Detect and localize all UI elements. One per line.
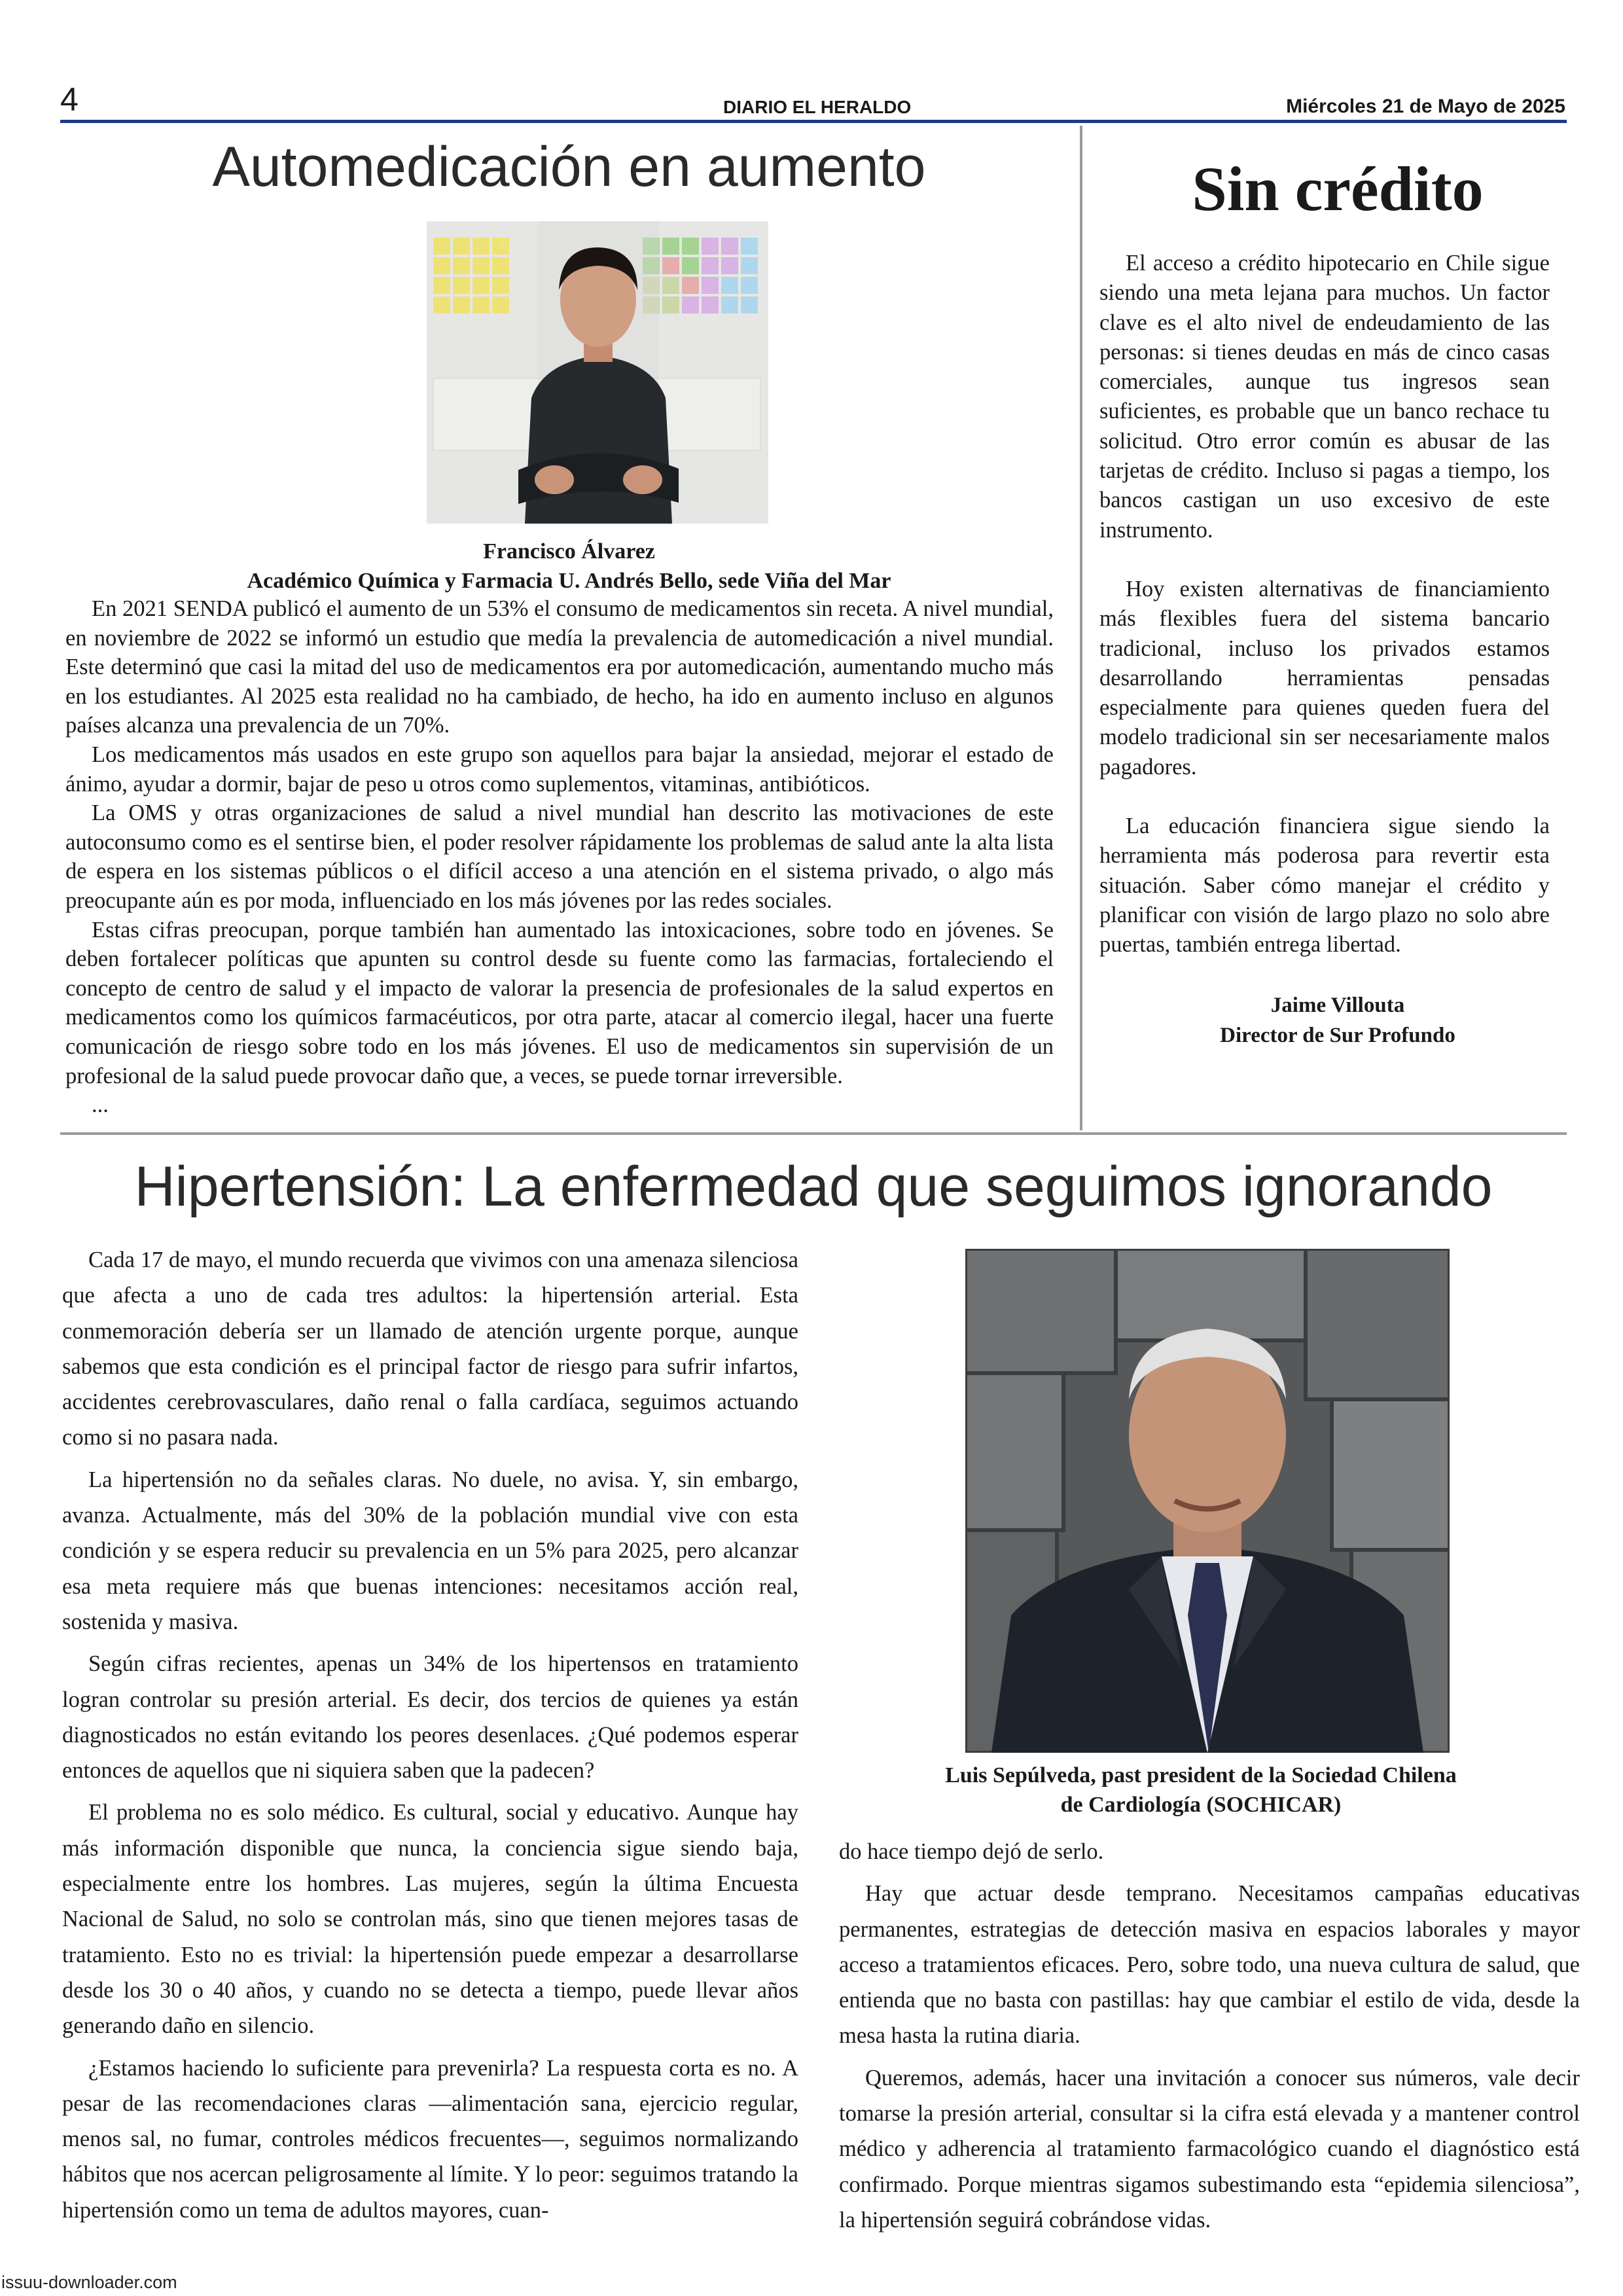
issue-date: Miércoles 21 de Mayo de 2025 [1286, 96, 1565, 117]
hipertension-body-left [62, 1242, 798, 2234]
caption-line: de Cardiología (SOCHICAR) [1060, 1793, 1342, 1817]
paragraph: El problema no es solo médico. Es cultural, social y educativo. Aunque hay más información disponible que nunca, la conciencia sigue siendo baja, especialmente entre los hombres. Las mujeres, según la última Encuesta Nacional de Salud, no solo se controlan más, sino que tienen mejores tasas de tratamiento. Esto no es trivial: la hipertensión puede empezar a desarrollarse desde los 30 o 40 años, y cuando no se detecta a tiempo, puede llevar años generando daño en silencio. [62, 1800, 798, 2039]
luis-sepulveda-photo [965, 1249, 1450, 1753]
sepulveda-caption [831, 1761, 1571, 1820]
header-rule [60, 120, 1567, 123]
paragraph: En 2021 SENDA publicó el aumento de un 53% el consumo de medicamentos sin receta. A nivel mundial, en noviembre de 2022 se informó un estudio que medía la prevalencia de automedicación a nivel mundial. Este determinó que casi la mitad del uso de medicamentos era por automedicación, aumentando mucho más en los estudiantes. Al 2025 esta realidad no ha cambiado, de hecho, ha ido en aumento incluso en algunos países alcanza una prevalencia de un 70%. [65, 596, 1054, 738]
column-divider [1080, 126, 1082, 1130]
paragraph: La hipertensión no da señales claras. No duele, no avisa. Y, sin embargo, avanza. Actualmente, más del 30% de la población mundial vive con esta condición y se espera reducir su prevalencia en un 5% para 2025, pero alcanzar esa meta requiere más que buenas intenciones: necesitamos acción real, sostenida y masiva. [62, 1467, 798, 1634]
hipertension-body-right [839, 1834, 1580, 2244]
newspaper-name: DIARIO EL HERALDO [723, 97, 912, 117]
paragraph: Hay que actuar desde temprano. Necesitamos campañas educativas permanentes, estrategias de detección masiva en espacios laborales y mayor acceso a tratamientos eficaces. Pero, sobre todo, una nueva cultura de salud, que entienda que no basta con pastillas: hay que cambiar el estilo de vida, desde la mesa hasta la rutina diaria. [839, 1881, 1580, 2049]
ellipsis: ... [92, 1092, 109, 1118]
source-watermark: issuu-downloader.com [1, 2272, 177, 2292]
paragraph: Los medicamentos más usados en este grupo son aquellos para bajar la ansiedad, mejorar el estado de ánimo, ayudar a dormir, bajar de peso u otros como suplementos, vitaminas, antibióticos. [65, 742, 1054, 797]
automedicacion-body [65, 594, 1054, 1120]
sin-credito-headline: Sin crédito [1192, 154, 1484, 224]
caption-line: Luis Sepúlveda, past president de la Sociedad Chilena [945, 1763, 1457, 1787]
paragraph: Estas cifras preocupan, porque también han aumentado las intoxicaciones, sobre todo en jóvenes. Se deben fortalecer políticas que apunten su control desde su fuente como las farmacias, fortaleciendo el concepto de centro de salud y el impacto de valorar la presencia de profesionales de la salud expertos en medicamentos como los químicos farmacéuticos, por otra parte, atacar al comercio ilegal, hacer una fuerte comunicación de riesgo sobre todo en los más jóvenes. El uso de medicamentos sin supervisión de un profesional de la salud puede provocar daño que, a veces, se puede tornar irreversible. [65, 917, 1054, 1088]
page-number: 4 [60, 81, 79, 118]
automedicacion-author-caption [60, 537, 1078, 596]
sin-credito-body [1099, 249, 1550, 990]
paragraph: ¿Estamos haciendo lo suficiente para prevenirla? La respuesta corta es no. A pesar de las recomendaciones claras —alimentación sana, ejercicio regular, menos sal, no fumar, controles médicos frecuentes—, seguimos normalizando hábitos que nos acercan peligrosamente al límite. Y lo peor: seguimos tratando la hipertensión como un tema de adultos mayores, cuan- [62, 2055, 798, 2223]
author-role: Director de Sur Profundo [1220, 1024, 1455, 1047]
sin-credito-signature [1082, 990, 1593, 1050]
paragraph: La OMS y otras organizaciones de salud a nivel mundial han descrito las motivaciones de este autoconsumo como es el sentirse bien, el poder resolver rápidamente los problemas de salud ante la alta lista de espera en los sistemas públicos o el difícil acceso a una atención en el sistema privado, o algo más preocupante aún es por moda, influenciado en los más jóvenes por las redes sociales. [65, 800, 1054, 913]
section-divider [60, 1132, 1567, 1135]
paragraph: Según cifras recientes, apenas un 34% de los hipertensos en tratamiento logran controlar su presión arterial. Es decir, dos tercios de quienes ya están diagnosticados no están evitando los peores desenlaces. ¿Qué podemos esperar entonces de aquellos que ni siquiera saben que la padecen? [62, 1651, 798, 1784]
hipertension-headline: Hipertensión: La enfermedad que seguimos ignorando [134, 1155, 1493, 1218]
author-name: Jaime Villouta [1270, 994, 1405, 1017]
author-role: Académico Química y Farmacia U. Andrés Bello, sede Viña del Mar [247, 569, 891, 593]
paragraph-continuation: do hace tiempo dejó de serlo. [839, 1839, 1104, 1864]
author-name: Francisco Álvarez [483, 539, 655, 564]
paragraph: Cada 17 de mayo, el mundo recuerda que vivimos con una amenaza silenciosa que afecta a uno de cada tres adultos: la hipertensión arterial. Esta conmemoración debería ser un llamado de atención urgente porque, aunque sabemos que esta condición es el principal factor de riesgo para sufrir infartos, accidentes cerebrovasculares, daño renal o falla cardíaca, seguimos actuando como si no pasara nada. [62, 1247, 798, 1450]
francisco-alvarez-photo [427, 221, 768, 524]
paragraph: La educación financiera sigue siendo la herramienta más poderosa para revertir esta situación. Saber cómo manejar el crédito y planificar con visión de largo plazo no solo abre puertas, también entrega libertad. [1099, 814, 1550, 958]
paragraph: Queremos, además, hacer una invitación a conocer sus números, vale decir tomarse la presión arterial, consultar si la cifra está elevada y a mantener control médico y adherencia al tratamiento farmacológico cuando el diagnóstico está confirmado. Porque mientras sigamos subestimando esta “epidemia silenciosa”, la hipertensión seguirá cobrándose vidas. [839, 2065, 1580, 2233]
paragraph: Hoy existen alternativas de financiamiento más flexibles fuera del sistema bancario tradicional, incluso los privados estamos desarrollando herramientas pensadas especialmente para quienes queden fuera del modelo tradicional sin ser necesariamente malos pagadores. [1099, 576, 1550, 780]
paragraph: El acceso a crédito hipotecario en Chile sigue siendo una meta lejana para muchos. Un factor clave es el alto nivel de endeudamiento de las personas: si tienes deudas en más de cinco casas comerciales, aunque tus ingresos sean suficientes, es probable que un banco rechace tu solicitud. Otro error común es abusar de las tarjetas de crédito. Incluso si pagas a tiempo, los bancos castigan un uso excesivo de este instrumento. [1099, 251, 1550, 543]
automedicacion-headline: Automedicación en aumento [212, 135, 926, 198]
